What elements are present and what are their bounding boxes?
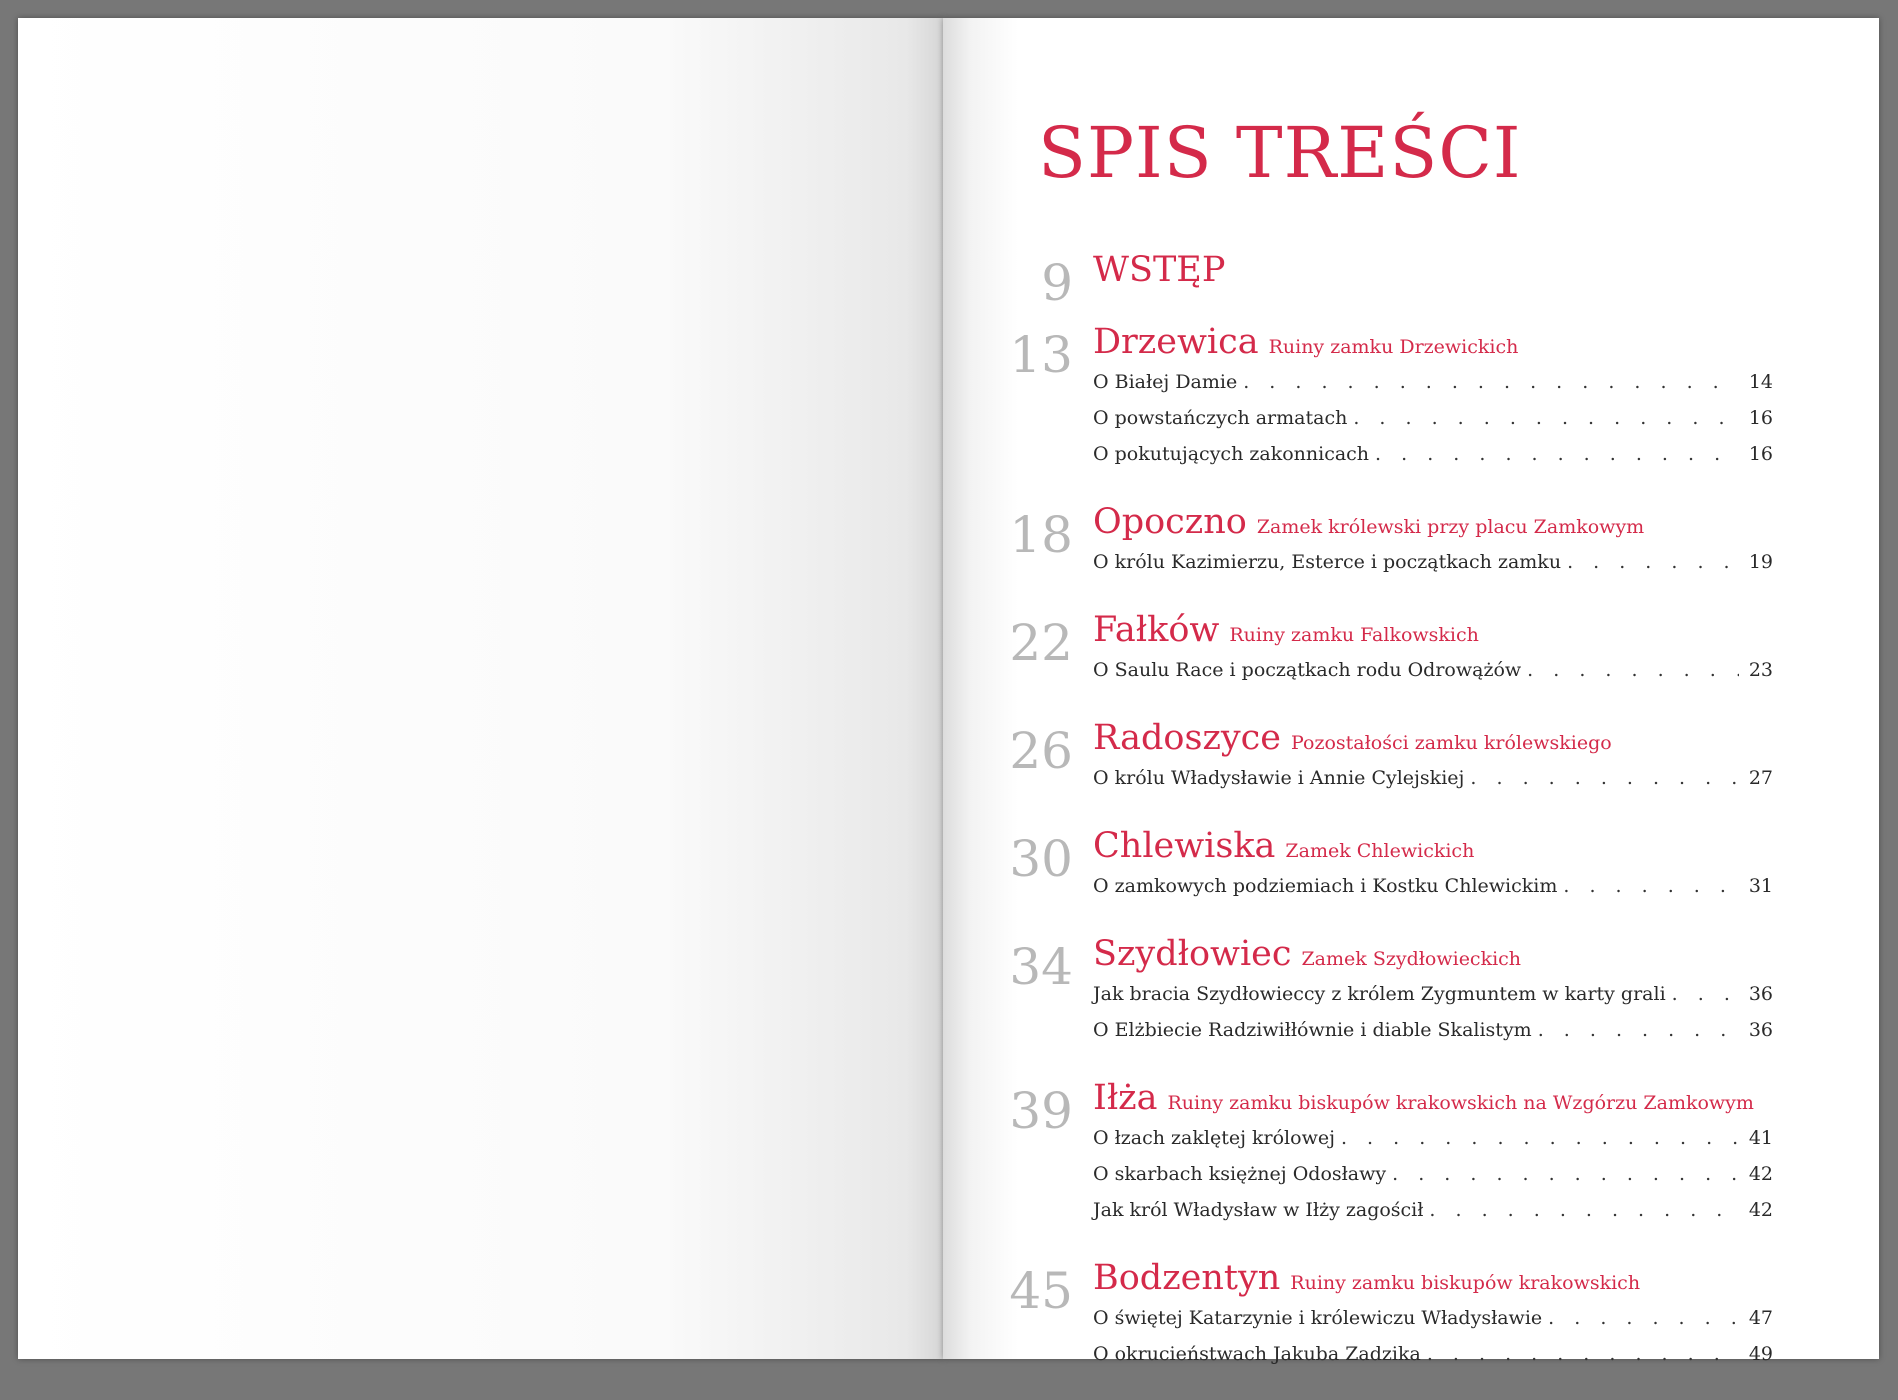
dot-leader [1567, 544, 1739, 580]
section-page-number: 26 [1009, 722, 1073, 780]
section-page-number: 39 [1009, 1082, 1073, 1140]
dot-leader [1353, 400, 1739, 436]
dot-leader [1672, 976, 1739, 1012]
right-page [943, 18, 1879, 1365]
entry-page-number: 42 [1748, 1163, 1773, 1185]
toc-entry [1093, 1336, 1773, 1372]
dot-leader [1563, 868, 1739, 904]
entry-title: O królu Władysławie i Annie Cylejskiej [1093, 767, 1465, 789]
section-heading [1093, 500, 1833, 544]
entry-page-number: 14 [1748, 371, 1773, 393]
section-heading [1093, 1256, 1833, 1300]
dot-leader [1527, 652, 1739, 688]
entry-page-number: 23 [1748, 659, 1773, 681]
section-heading [1093, 1076, 1833, 1120]
toc-entry [1093, 1300, 1773, 1336]
section-subtitle: Zamek królewski przy placu Zamkowym [1256, 516, 1645, 538]
toc-section [973, 608, 1833, 688]
section-name: Fałków [1093, 610, 1220, 650]
entry-title: O Elżbiecie Radziwiłłównie i diable Skalistym [1093, 1019, 1532, 1041]
entry-title: O powstańczych armatach [1093, 407, 1348, 429]
section-subtitle: Ruiny zamku Drzewickich [1268, 336, 1519, 358]
table-of-contents [973, 248, 1833, 1400]
section-subtitle: Ruiny zamku biskupów krakowskich na Wzgórzu Zamkowym [1167, 1092, 1754, 1114]
section-page-number: 34 [1009, 938, 1073, 996]
entry-page-number: 41 [1748, 1127, 1773, 1149]
entry-page-number: 31 [1748, 875, 1773, 897]
entry-title: O skarbach księżnej Odosławy [1093, 1163, 1387, 1185]
section-name: Bodzentyn [1093, 1258, 1281, 1298]
toc-entry [1093, 976, 1773, 1012]
toc-entry [1093, 760, 1773, 796]
section-heading [1093, 320, 1833, 364]
toc-entry [1093, 1120, 1773, 1156]
dot-leader [1427, 1336, 1739, 1372]
section-page-number: 9 [1041, 254, 1073, 312]
entry-title: O Saulu Race i początkach rodu Odrowążów [1093, 659, 1522, 681]
section-name: Iłża [1093, 1078, 1158, 1118]
toc-entry [1093, 400, 1773, 436]
entry-page-number: 36 [1748, 983, 1773, 1005]
toc-section [973, 932, 1833, 1048]
toc-section [973, 716, 1833, 796]
entry-title: Jak król Władysław w Iłży zagościł [1093, 1199, 1424, 1221]
toc-entry [1093, 868, 1773, 904]
toc-section [973, 824, 1833, 904]
dot-leader [1243, 364, 1739, 400]
entry-title: O łzach zaklętej królowej [1093, 1127, 1335, 1149]
left-page [18, 18, 943, 1359]
dot-leader [1375, 436, 1739, 472]
entry-page-number: 16 [1748, 407, 1773, 429]
section-page-number: 45 [1009, 1262, 1073, 1320]
section-page-number: 18 [1009, 506, 1073, 564]
toc-entry [1093, 652, 1773, 688]
dot-leader [1429, 1192, 1739, 1228]
toc-entry [1093, 364, 1773, 400]
section-name: WSTĘP [1093, 250, 1226, 290]
section-subtitle: Ruiny zamku biskupów krakowskich [1290, 1272, 1641, 1294]
section-name: Radoszyce [1093, 718, 1281, 758]
section-heading [1093, 824, 1833, 868]
entry-page-number: 19 [1748, 551, 1773, 573]
toc-section [973, 500, 1833, 580]
toc-section [973, 248, 1833, 312]
section-subtitle: Zamek Chlewickich [1285, 840, 1475, 862]
entry-title: O świętej Katarzynie i królewiczu Władysławie [1093, 1307, 1543, 1329]
dot-leader [1548, 1300, 1739, 1336]
section-name: Szydłowiec [1093, 934, 1292, 974]
entry-page-number: 36 [1748, 1019, 1773, 1041]
page-title: SPIS TREŚCI [1038, 112, 1522, 194]
toc-section [973, 1076, 1833, 1228]
section-heading [1093, 932, 1833, 976]
entry-title: O pokutujących zakonnicach [1093, 443, 1370, 465]
section-name: Opoczno [1093, 502, 1247, 542]
entry-page-number: 49 [1748, 1343, 1773, 1365]
section-subtitle: Ruiny zamku Falkowskich [1229, 624, 1479, 646]
dot-leader [1470, 760, 1739, 796]
toc-entry [1093, 544, 1773, 580]
section-heading [1093, 716, 1833, 760]
dot-leader [1538, 1012, 1739, 1048]
entry-title: O zamkowych podziemiach i Kostku Chlewickim [1093, 875, 1558, 897]
toc-entry [1093, 1192, 1773, 1228]
entry-title: O królu Kazimierzu, Esterce i początkach zamku [1093, 551, 1562, 573]
entry-title: Jak bracia Szydłowieccy z królem Zygmuntem w karty grali [1093, 983, 1666, 1005]
dot-leader [1341, 1120, 1739, 1156]
entry-page-number: 47 [1748, 1307, 1773, 1329]
section-subtitle: Pozostałości zamku królewskiego [1291, 732, 1612, 754]
toc-section [973, 1256, 1833, 1372]
section-heading [1093, 608, 1833, 652]
section-page-number: 22 [1009, 614, 1073, 672]
toc-entry [1093, 1012, 1773, 1048]
dot-leader [1392, 1156, 1739, 1192]
section-page-number: 30 [1009, 830, 1073, 888]
section-page-number: 13 [1009, 326, 1073, 384]
entry-title: O okrucieństwach Jakuba Zadzika [1093, 1343, 1421, 1365]
entry-page-number: 16 [1748, 443, 1773, 465]
section-heading [1093, 248, 1833, 292]
toc-entry [1093, 436, 1773, 472]
toc-entry [1093, 1156, 1773, 1192]
section-name: Chlewiska [1093, 826, 1276, 866]
entry-page-number: 27 [1748, 767, 1773, 789]
toc-section [973, 320, 1833, 472]
entry-page-number: 42 [1748, 1199, 1773, 1221]
entry-title: O Białej Damie [1093, 371, 1238, 393]
section-subtitle: Zamek Szydłowieckich [1301, 948, 1522, 970]
section-name: Drzewica [1093, 322, 1259, 362]
